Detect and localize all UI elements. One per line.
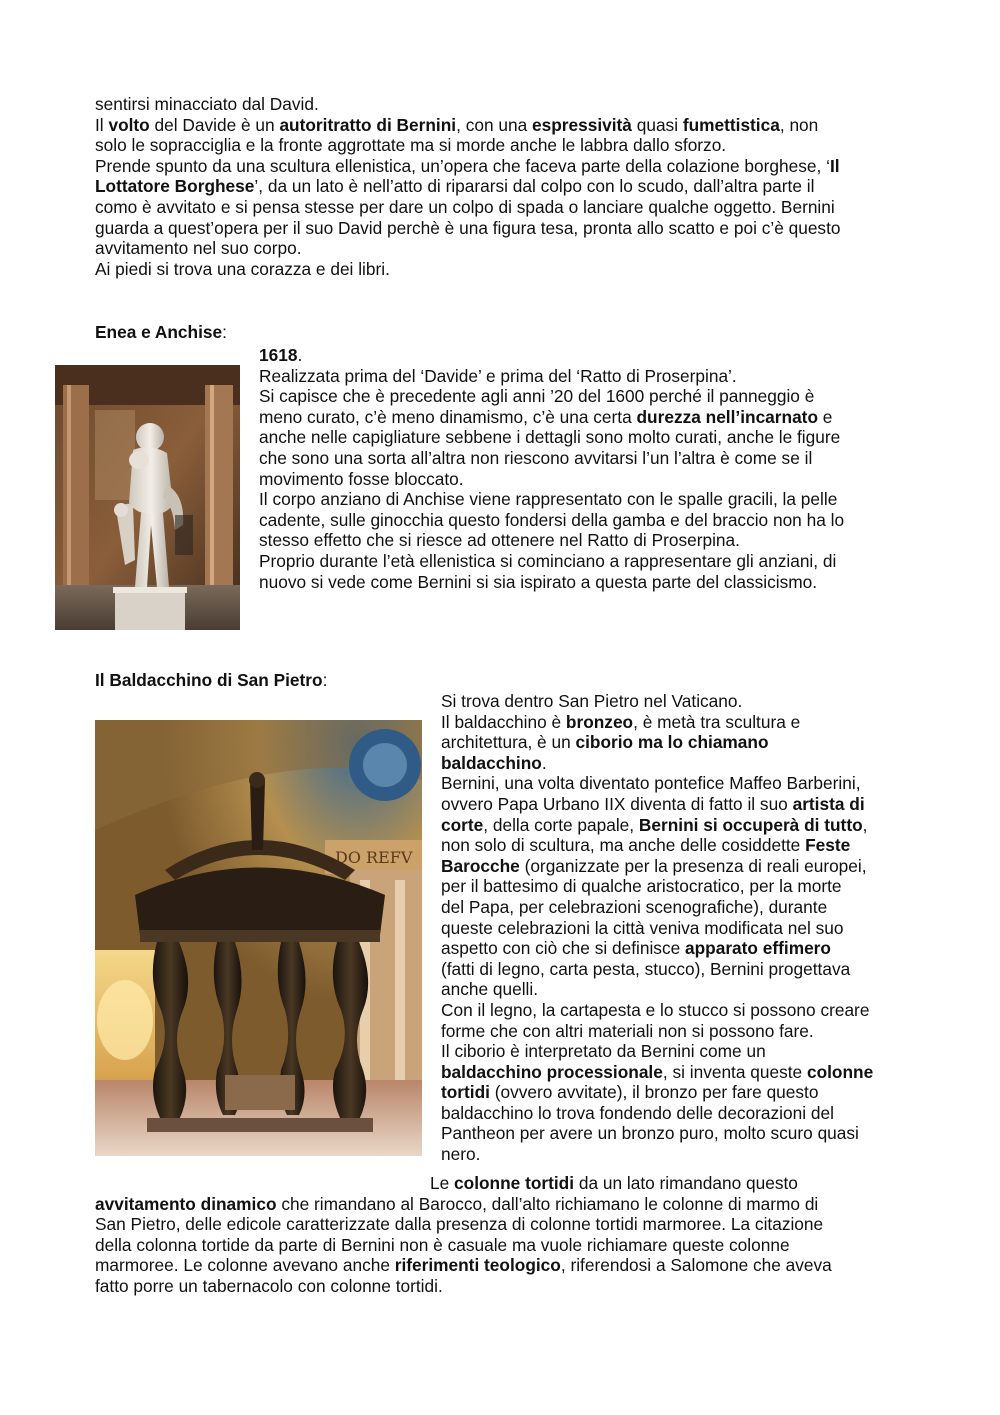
- bold-run: ciborio ma lo chiamano: [575, 732, 769, 753]
- text-line: [441, 1144, 873, 1165]
- text-run: Proprio durante l’età ellenistica si cominciano a rappresentare gli anziani, di: [259, 550, 837, 571]
- text-line: [441, 938, 873, 959]
- baldacchino-photo: [95, 720, 422, 1156]
- text-line: [441, 835, 873, 856]
- text-line: [95, 259, 841, 280]
- text-run: forme che con altri materiali non si possono fare.: [441, 1020, 814, 1041]
- bold-run: avvitamento dinamico: [95, 1193, 277, 1214]
- text-run: como è avvitato e si pensa stesse per dare un colpo di spada o lanciare qualche oggetto. Bernini: [95, 196, 835, 217]
- baldacchino-heading-colon: :: [322, 670, 328, 690]
- text-run: che rimandano al Barocco, dall’alto richiamano le colonne di marmo di: [276, 1193, 819, 1214]
- text-run: San Pietro, delle edicole caratterizzate dalla presenza di colonne tortidi marmoree. La citazione: [95, 1214, 824, 1235]
- text-run: marmoree. Le colonne avevano anche: [95, 1255, 395, 1276]
- text-run: fatto porre un tabernacolo con colonne tortidi.: [95, 1275, 443, 1296]
- text-run: architettura, è un: [441, 732, 576, 753]
- text-line: [259, 407, 844, 428]
- text-run: del Davide è un: [149, 114, 280, 135]
- bold-run: colonne: [806, 1061, 874, 1082]
- bold-run: baldacchino processionale: [441, 1061, 663, 1082]
- enea-anchise-text: [259, 345, 844, 592]
- bold-run: baldacchino: [441, 752, 542, 773]
- text-line: [95, 1214, 832, 1235]
- bold-run: Bernini si occuperà di tutto: [638, 814, 863, 835]
- text-line: [259, 427, 844, 448]
- text-line: [441, 897, 873, 918]
- text-run: della colonna tortide da parte di Bernini non è casuale ma vuole richiamare queste colonne: [95, 1234, 790, 1255]
- text-line: [441, 1062, 873, 1083]
- enea-anchise-photo: [55, 365, 240, 630]
- bold-run: fumettistica: [682, 114, 780, 135]
- text-line: [259, 469, 844, 490]
- text-line: [95, 115, 841, 136]
- bold-run: artista di: [792, 793, 865, 814]
- text-run: del Papa, per celebrazioni scenografiche), durante: [441, 896, 828, 917]
- bold-run: durezza nell’incarnato: [636, 406, 818, 427]
- text-line: [95, 1235, 832, 1256]
- bold-run: volto: [108, 114, 150, 135]
- text-run: Con il legno, la cartapesta e lo stucco si possono creare: [441, 999, 870, 1020]
- text-line: [95, 1194, 832, 1215]
- text-run: per il battesimo di qualche aristocratico, per la morte: [441, 876, 842, 897]
- text-run: Il: [95, 114, 109, 135]
- text-line: [95, 156, 841, 177]
- text-line: [441, 753, 873, 774]
- text-line: [95, 176, 841, 197]
- bold-run: tortidi: [441, 1082, 490, 1103]
- text-run: Si trova dentro San Pietro nel Vaticano.: [441, 691, 743, 711]
- text-run: Prende spunto da una scultura ellenistica, un’opera che faceva parte della colazione borghese, ‘: [95, 155, 830, 176]
- text-run: (fatti di legno, carta pesta, stucco), Bernini progettava: [441, 958, 851, 979]
- text-run: Il ciborio è interpretato da Bernini come un: [441, 1041, 766, 1062]
- text-run: (organizzate per la presenza di reali europei,: [519, 855, 867, 876]
- text-run: aspetto con ciò che si definisce: [441, 938, 685, 959]
- text-line: [259, 345, 844, 366]
- bold-run: 1618: [259, 345, 298, 365]
- text-line: [441, 712, 873, 733]
- text-run: Pantheon per avere un bronzo puro, molto scuro quasi: [441, 1123, 859, 1144]
- text-run: movimento fosse bloccato.: [259, 468, 464, 489]
- text-run: Si capisce che è precedente agli anni ’20 del 1600 perché il panneggio è: [259, 386, 815, 407]
- text-line: [441, 1021, 873, 1042]
- text-run: Il corpo anziano di Anchise viene rappresentato con le spalle gracili, la pelle: [259, 489, 838, 510]
- bold-run: Feste: [805, 835, 851, 856]
- baldacchino-illustration: [95, 720, 422, 1156]
- text-run: ovvero Papa Urbano IIX diventa di fatto il suo: [441, 793, 793, 814]
- text-run: e: [818, 406, 833, 427]
- text-run: Il baldacchino è: [441, 711, 566, 732]
- text-run: Ai piedi si trova una corazza e dei libri.: [95, 258, 390, 279]
- text-line: [259, 448, 844, 469]
- bold-run: Il: [829, 155, 840, 176]
- text-run: Realizzata prima del ‘Davide’ e prima del ‘Ratto di Proserpina’.: [259, 365, 737, 386]
- text-line: [441, 979, 873, 1000]
- text-run: anche quelli.: [441, 979, 539, 1000]
- text-line: [95, 135, 841, 156]
- text-run: nero.: [441, 1144, 481, 1165]
- text-line: [441, 918, 873, 939]
- text-line: [95, 1255, 832, 1276]
- text-line: [95, 218, 841, 239]
- enea-anchise-heading: [95, 322, 227, 343]
- bold-run: riferimenti teologico: [394, 1255, 561, 1276]
- bold-run: corte: [441, 814, 484, 835]
- text-run: da un lato rimandano questo: [574, 1173, 798, 1193]
- text-line: [95, 1276, 832, 1297]
- text-run: Le: [430, 1173, 455, 1193]
- text-line: [441, 732, 873, 753]
- text-line: [441, 1000, 873, 1021]
- baldacchino-heading: [95, 670, 327, 691]
- enea-anchise-heading-colon: :: [222, 322, 227, 342]
- text-run: (ovvero avvitate), il bronzo per fare questo: [489, 1082, 819, 1103]
- text-line: [259, 572, 844, 593]
- text-run: anche nelle capigliature sebbene i dettagli sono molto curati, anche le figure: [259, 427, 841, 448]
- text-run: , si inventa queste: [662, 1061, 807, 1082]
- bold-run: bronzeo: [565, 711, 634, 732]
- text-line: [441, 959, 873, 980]
- text-run: queste celebrazioni la città veniva modificata nel suo: [441, 917, 844, 938]
- baldacchino-continuation: [95, 1173, 832, 1297]
- text-run: , con una: [456, 114, 532, 135]
- text-line: [95, 1173, 832, 1194]
- text-run: nuovo si vede come Bernini si sia ispirato a questa parte del classicismo.: [259, 571, 818, 592]
- text-line: [441, 1082, 873, 1103]
- text-run: , riferendosi a Salomone che aveva: [560, 1255, 832, 1276]
- text-run: quasi: [631, 114, 683, 135]
- bold-run: Barocche: [441, 855, 520, 876]
- text-run: Bernini, una volta diventato pontefice Maffeo Barberini,: [441, 773, 861, 794]
- text-run: solo le sopracciglia e la fronte aggrottate ma si morde anche le labbra dallo sforzo.: [95, 135, 727, 156]
- text-line: [95, 197, 841, 218]
- text-run: avvitamento nel suo corpo.: [95, 238, 302, 259]
- enea-anchise-sculpture-illustration: [55, 365, 240, 630]
- text-run: guarda a quest’opera per il suo David perchè è una figura tesa, pronta allo scatto e poi c’è questo: [95, 217, 841, 238]
- text-run: non solo di scultura, ma anche delle cosiddette: [441, 835, 806, 856]
- baldacchino-text: [441, 691, 873, 1165]
- text-line: [259, 366, 844, 387]
- text-line: [441, 815, 873, 836]
- bold-run: apparato effimero: [685, 938, 831, 959]
- text-run: ,: [862, 814, 868, 835]
- text-line: [95, 94, 841, 115]
- text-run: .: [297, 345, 303, 365]
- text-line: [441, 876, 873, 897]
- text-line: [95, 238, 841, 259]
- text-line: [441, 1123, 873, 1144]
- intro-paragraph: [95, 94, 841, 279]
- bold-run: Lottatore Borghese: [95, 176, 255, 197]
- baldacchino-heading-text: Il Baldacchino di San Pietro: [95, 670, 323, 690]
- text-line: [259, 551, 844, 572]
- text-line: [441, 1041, 873, 1062]
- text-line: [441, 856, 873, 877]
- text-run: , non: [779, 114, 819, 135]
- text-run: ’, da un lato è nell’atto di ripararsi dal colpo con lo scudo, dall’altra parte il: [254, 176, 815, 197]
- baldacchino-inscription: DO REFV: [335, 848, 413, 867]
- enea-anchise-heading-text: Enea e Anchise: [95, 322, 223, 342]
- text-run: baldacchino lo trova fondendo delle decorazioni del: [441, 1102, 834, 1123]
- text-run: sentirsi minacciato dal David.: [95, 94, 319, 114]
- bold-run: autoritratto di Bernini: [279, 114, 457, 135]
- text-line: [441, 794, 873, 815]
- bold-run: colonne tortidi: [454, 1173, 575, 1193]
- bold-run: espressività: [532, 114, 632, 135]
- text-run: , è metà tra scultura e: [633, 711, 801, 732]
- text-run: meno curato, c’è meno dinamismo, c’è una certa: [259, 406, 637, 427]
- text-run: stesso effetto che si riesce ad ottenere nel Ratto di Proserpina.: [259, 530, 740, 551]
- text-line: [259, 510, 844, 531]
- text-line: [259, 386, 844, 407]
- text-run: che sono una sorta all’altra non riescono avvitarsi l’un l’altra è come se il: [259, 447, 813, 468]
- text-run: .: [541, 752, 547, 773]
- text-line: [441, 1103, 873, 1124]
- text-line: [259, 489, 844, 510]
- text-run: cadente, sulle ginocchia questo fondersi della gamba e del braccio non ha lo: [259, 509, 845, 530]
- text-line: [259, 530, 844, 551]
- text-run: , della corte papale,: [483, 814, 639, 835]
- text-line: [441, 691, 873, 712]
- text-line: [441, 773, 873, 794]
